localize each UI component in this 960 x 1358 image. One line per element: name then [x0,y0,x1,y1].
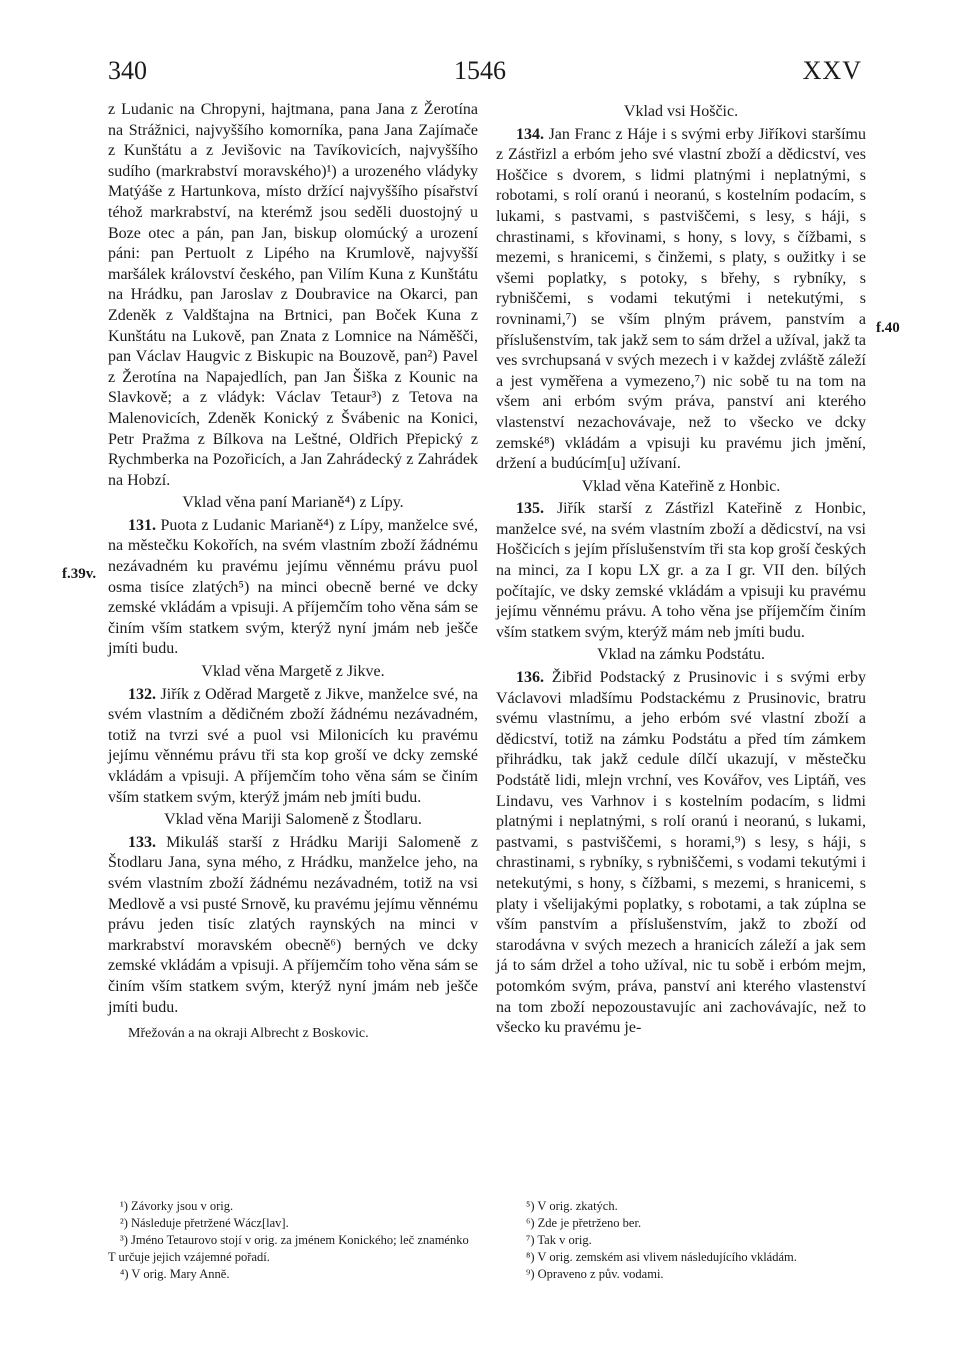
entry-heading-131: Vklad věna paní Marianě⁴) z Lípy. [182,494,404,512]
entry-number-133: 133. [128,833,156,851]
entry-132 [108,685,478,809]
year-heading: 1546 [454,56,506,85]
intro-paragraph: z Ludanic na Chropyni, hajtmana, pana Jana z Žerotína na Strážnici, najvyššího komorníka, pana Jana Zajímače z Kunštátu a z Jevišovic na Tavíkovicích, najvyššího sudího (markrabství moravského)¹) a urozeného vládyky Matýáše z Hartunkova, místo držící najvyššího písařství téhož markrabství, na kterémž jsou seděli duostojný u Boze otec a pán, pan Jan, biskup olomúcký a urození páni: pan Pertuolt z Lipého na Krumlově, najvyšší maršálek království českého, pan Vilím Kuna z Kunštátu na Hrádku, pan Jaroslav z Doubravice na Okarci, pan Zdeněk z Valdštajna na Brtnici, pan Boček Kuna z Kunštátu na Lukově, pan Znata z Lomnice na Náměšči, pan Václav Haugvic z Biskupic na Bouzově, pan²) Pavel z Žerotína na Napajedlích, pan Jan Šiška z Kounic na Slavkově; a z vládyk: Václav Tetaur³) z Tetova na Malenovicích, Zdeněk Konický z Švábenic na Konici, Petr Pražma z Bílkova na Leštné, Oldřich Přepický z Rychmberka na Pozořicích, a Jan Zahrádecký z Zahrádek na Hobzí. [108,101,478,489]
folio-note-right: f.40 [876,320,900,336]
footnote: ¹) Závorky jsou v orig. [120,1199,234,1213]
footnotes-left [108,1198,476,1283]
entry-heading-135: Vklad věna Kateřině z Honbic. [581,477,781,495]
left-column [108,100,478,1045]
volume-number: XXV [802,56,862,85]
entry-heading-132: Vklad věna Margetě z Jikve. [201,663,385,681]
folio-note-left: f.39v. [62,566,97,582]
entry-number-131: 131. [128,516,156,534]
entry-text-133: Mikuláš starší z Hrádku Mariji Salomeně z Štodlaru Jana, syna mého, z Hrádku, manželce jeho, na svém vlastním zboží žádnému nezávadném, totiž na vsi Medlově a vsi pusté Srnově, ku pravému jejímu věnnému právu jeden tisíc zlatých raynských na minci v markrabství moravském obecně⁶) berných ve dcky zemské vkládám a vpisuji. A příjemčím toho věna sám se činím vším statkem svým, kterýž nyní jmám neb ješče jmíti budu. [108,833,478,1016]
right-column [496,100,866,1039]
entry-136 [496,668,866,1039]
entry-heading-136: Vklad na zámku Podstátu. [597,646,765,664]
entry-text-136: Žibřid Podstacký z Prusinovic i s svými erby Václavovi mladšímu Podstackému z Prusinovic, bratru svému vlastnímu, a jeho erbóm své vlastní zboží a dědicství, totiž na zámku Podstátu a před tím zámkem přihrádku, tak jakž cedule dílčí ukazují, v městečku Podstátě lidi, mlejn vrchní, ves Kovářov, ves Liptáň, ves Lindavu, ves Varhnov i s kostelním podacím, s lidmi platnými i neplatnými, s rolí oranú i neoranú, s lukami, pastvami, s pastviščemi, s horami,⁹) s lesy, s háji, s chrastinami, s rybníky, s rybniščemi, s vodami tekutými i netekutými, s hony, s čížbami, s mezemi, s hranicemi, s platy i všelijakými poplatky, s robotami, a tak zúplna se vším panstvím a příslušenstvím, jakž to zboží od starodávna v svých mezech a hranicích záleží a jak sem já to sám držel a toho užíval, nic tu sobě i erbóm mejm, potomkóm svým, práva, panství ani kterého vlastenství na tom zboží nepozoustavujíc ani zachovávajíc, než to všecko ku pravému je- [496,669,867,1037]
entry-133 [108,833,478,1018]
entry-number-132: 132. [128,685,156,703]
footnote: ²) Následuje přetržené Wácz[lav]. [120,1216,289,1230]
footnote: ⁴) V orig. Mary Anně. [120,1267,230,1281]
footnotes-right [514,1198,882,1283]
entry-text-135: Jiřík starší z Zástřizl Kateřině z Honbic, manželce své, na svém vlastním zboží a dědicství, na vsi Hoščicích s jejím příslušenstvím tři sta kop groší českých na minci, za I kopu LX gr. a za I gr. VII den. bílých počítajíc, ve dsky zemské vkládám a vpisuji ku pravému jejímu věnnému právu. A toho věna jse příjemčím činím vším statkem svým, kterýž mám neb jmíti budu. [496,500,867,641]
entry-number-134: 134. [516,125,544,143]
footnote: ³) Jméno Tetaurovo stojí v orig. za jménem Konického; leč znaménko T určuje jejich vzájemné pořadí. [108,1233,469,1264]
footnote: ⁷) Tak v orig. [526,1233,592,1247]
footnote: ⁵) V orig. zkatých. [526,1199,618,1213]
entry-number-136: 136. [516,669,544,687]
entry-135 [496,499,866,643]
entry-heading-133: Vklad věna Mariji Salomeně z Štodlaru. [164,811,422,829]
entry-134 [496,125,866,475]
footnote: ⁶) Zde je přetrženo ber. [526,1216,642,1230]
entry-text-131: Puota z Ludanic Marianě⁴) z Lípy, manželce své, na městečku Kokořích, na svém vlastním zboží žádnému nezávadném ku pravému jejímu věnnému právu puol osma tisíce zlatých⁵) na minci obecně berné ve dcky zemské vkládám a vpisuji. A příjemčím toho věna sám se činím vším statkem svým, kterýž nyní jmám neb ješče jmíti budu. [108,516,479,658]
entry-text-132: Jiřík z Oděrad Margetě z Jikve, manželce své, na svém vlastním a dědičném zboží žádnému nezávadném, totiž na tvrzi své a puol vsi Milonicích ku pravému jejímu věnnému právu tři sta kop groší ve dcky zemské vkládám a vpisuji. A příjemčím toho věna sám se činím vším statkem svým, kterýž jmám neb jmíti budu. [108,685,478,806]
page-number: 340 [108,56,147,85]
entry-heading-134: Vklad vsi Hoščic. [623,103,739,120]
footnote: ⁹) Opraveno z pův. vodami. [526,1267,664,1281]
footnote: ⁸) V orig. zemském asi vlivem následujícího vkládám. [526,1250,797,1264]
entry-131 [108,516,478,660]
entry-number-135: 135. [516,500,544,518]
signature-note: Mřežován a na okraji Albrecht z Boskovic. [128,1026,369,1042]
entry-text-134: Jan Franc z Háje i s svými erby Jiříkovi staršímu z Zástřizl a erbóm jeho své vlastní zboží a dědicství, ves Hoščice s dvorem, s lidmi platnými i neplatnými, s robotami, s rolí oranú i neoranú, s kostelním podacím, s lukami, s pastvami, s pastviščemi, s lesy, s háji, s chrastinami, s křovinami, s hony, s lovy, s čížbami, s mezemi, s hranicemi, s činžemi, s platy, s oužitky i se všemi poplatky, s potoky, s břehy, s rybníky, s rybniščemi, s vodami tekutými i netekutými, s rovninami,⁷) se vším plným právem, panstvím a příslušenstvím, tak jakž sem to sám držel a užíval, jakž ta ves svrchupsaná v svých mezech i v každej zvláště záleží a jest vyměřena a vymezeno,⁷) nic sobě tu na tom na všem ani erbóm svým práva, panství ani kterého vlastenství nezachovávaje, než to všecko ve dcky zemské⁸) vkládám a vpisuji ku pravému jich jmění, držení a budúcím[u] užívaní. [496,125,867,473]
